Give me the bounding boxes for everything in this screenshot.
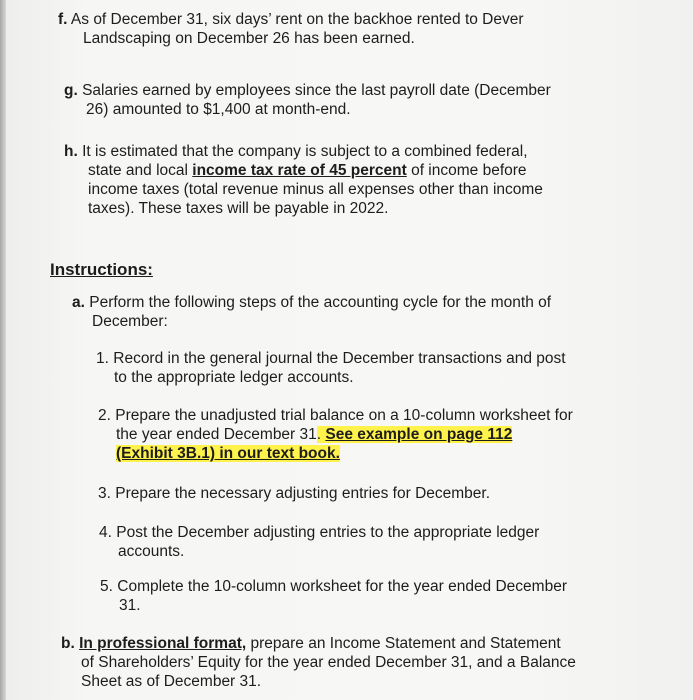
step-5 xyxy=(100,577,567,615)
emphasized-text: income tax rate of 45 percent xyxy=(192,162,407,179)
item-marker: h. xyxy=(64,143,78,160)
item-text: December: xyxy=(92,313,168,330)
item-marker: a. xyxy=(72,294,85,311)
item-marker: g. xyxy=(64,82,78,99)
step-number: 5. xyxy=(100,578,113,595)
step-text: Prepare the necessary adjusting entries for December. xyxy=(115,485,491,502)
item-text: state and local xyxy=(88,162,193,179)
item-text: prepare an Income Statement and Statement xyxy=(246,635,561,652)
item-f xyxy=(58,10,524,48)
step-text: 31. xyxy=(119,597,141,614)
step-number: 1. xyxy=(96,350,109,367)
textbook-reference-link: (Exhibit 3B.1) in our text book. xyxy=(116,445,340,462)
instructions-heading: Instructions: xyxy=(50,260,153,279)
item-text: Perform the following steps of the accounting cycle for the month of xyxy=(89,294,552,311)
item-text: As of December 31, six days’ rent on the backhoe rented to Dever xyxy=(70,11,524,28)
step-number: 4. xyxy=(99,524,112,541)
step-text: Record in the general journal the December transactions and post xyxy=(113,350,566,367)
item-text: 26) amounted to $1,400 at month-end. xyxy=(86,101,351,118)
step-number: 3. xyxy=(98,485,111,502)
item-text: Landscaping on December 26 has been earned. xyxy=(83,30,415,47)
textbook-reference-link: See example on page 112 xyxy=(325,426,513,443)
item-marker: f. xyxy=(58,11,68,28)
step-text: to the appropriate ledger accounts. xyxy=(114,369,354,386)
step-2 xyxy=(98,406,573,463)
item-text: taxes). These taxes will be payable in 2022. xyxy=(88,200,389,217)
step-1 xyxy=(96,349,566,387)
item-h xyxy=(64,142,543,218)
item-text: Sheet as of December 31. xyxy=(81,673,262,690)
item-text: of income before xyxy=(406,162,527,179)
item-text: of Shareholders’ Equity for the year ended December 31, and a Balance xyxy=(81,654,576,671)
step-text: Complete the 10-column worksheet for the year ended December xyxy=(117,578,567,595)
instruction-b xyxy=(61,634,576,691)
step-text: Post the December adjusting entries to the appropriate ledger xyxy=(116,524,540,541)
step-number: 2. xyxy=(98,407,111,424)
item-g xyxy=(64,81,551,119)
step-4 xyxy=(99,523,539,561)
item-text: It is estimated that the company is subject to a combined federal, xyxy=(82,143,528,160)
item-text: income taxes (total revenue minus all expenses other than income xyxy=(88,181,543,198)
highlighted-period: . xyxy=(316,426,322,443)
item-marker: b. xyxy=(61,635,75,652)
instruction-a xyxy=(72,293,551,331)
step-3 xyxy=(98,484,490,503)
step-text: the year ended December 31 xyxy=(116,426,317,443)
step-text: accounts. xyxy=(118,543,185,560)
step-text: Prepare the unadjusted trial balance on a 10-column worksheet for xyxy=(115,407,573,424)
emphasized-text: In professional format, xyxy=(79,635,247,652)
item-text: Salaries earned by employees since the last payroll date (December xyxy=(82,82,551,99)
